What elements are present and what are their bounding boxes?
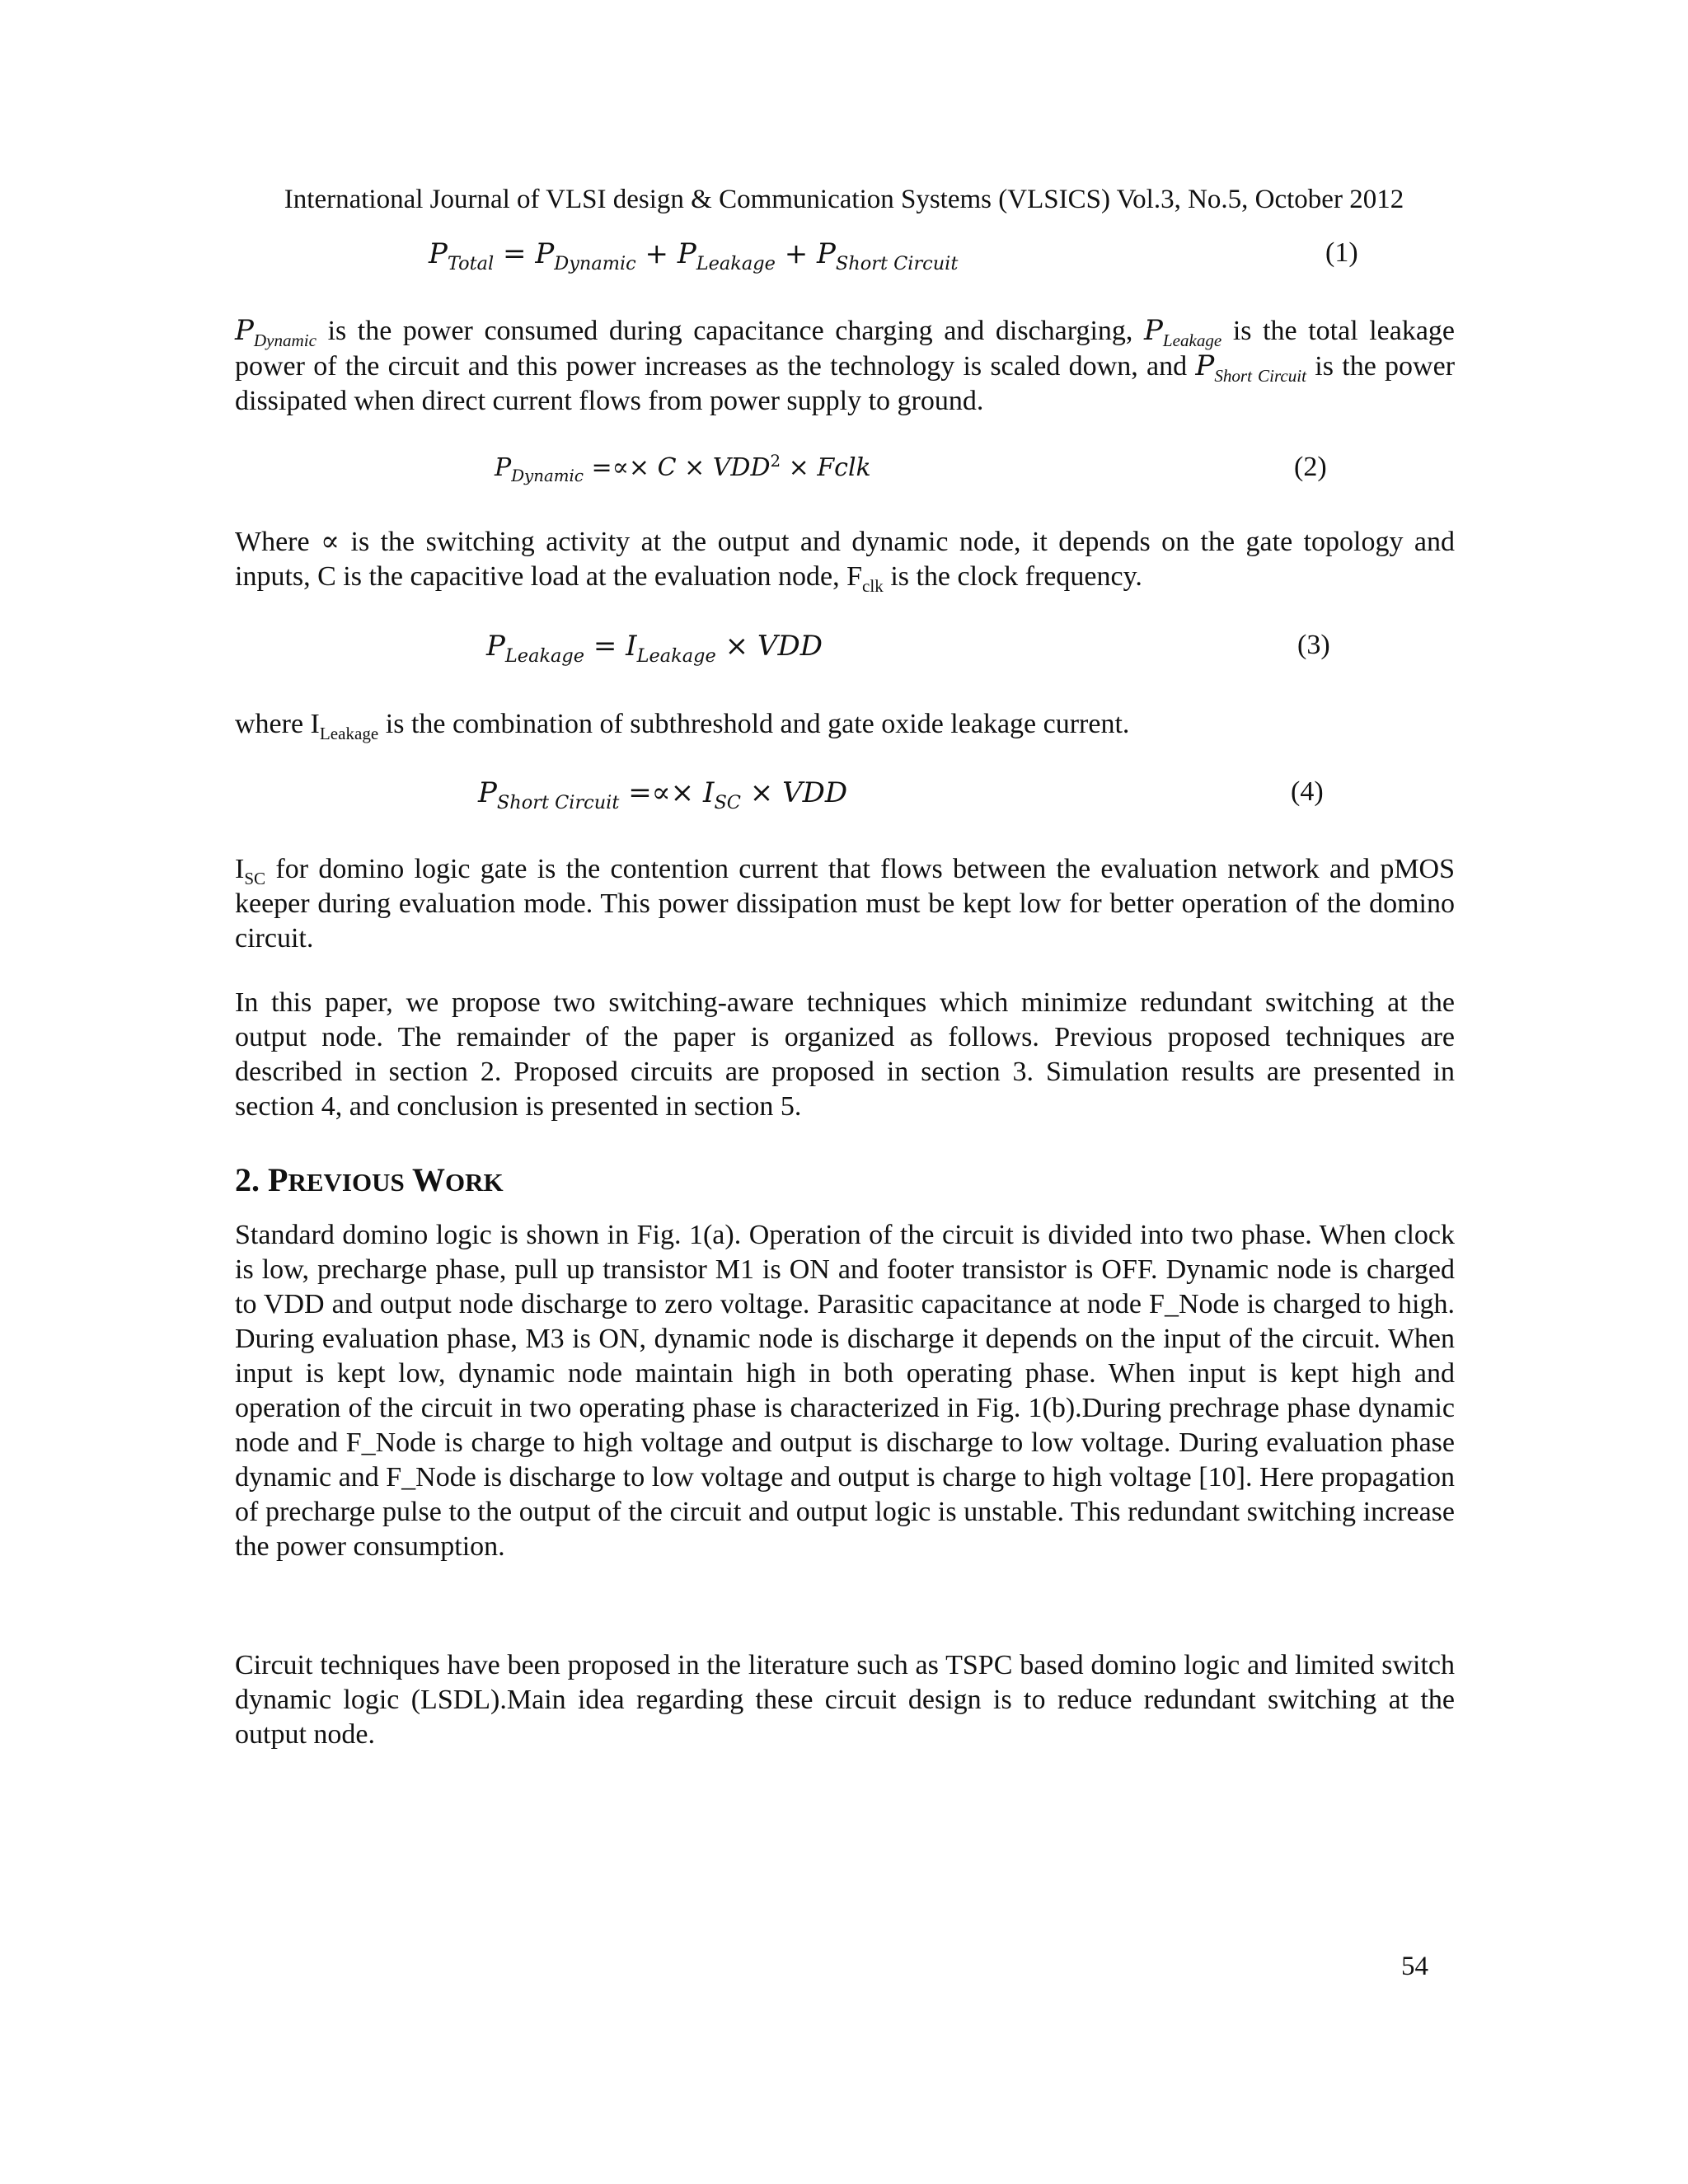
p2-text-c: is the clock frequency. <box>890 561 1142 592</box>
page-number: 54 <box>1401 1952 1428 1981</box>
journal-header: International Journal of VLSI design & Communication Systems (VLSICS) Vol.3, No.5, October 2012 <box>284 185 1404 214</box>
p3-text-a: where I <box>235 709 320 739</box>
paragraph-standard-domino: Standard domino logic is shown in Fig. 1(a). Operation of the circuit is divided into two phase. When clock is low, precharge phase, pull up transistor M1 is ON and footer transistor is OFF. Dynamic node is charged to VDD and output node discharge to zero voltage. Parasitic capacitance at node F_Node is charged to high. During evaluation phase, M3 is ON, dynamic node is discharge it depends on the input of the circuit. When input is kept low, dynamic node maintain high in both operating phase. When input is kept high and operation of the circuit in two operating phase is characterized in Fig. 1(b).During prechrage phase dynamic node and F_Node is charge to high voltage and output is discharge to low voltage. During evaluation phase dynamic and F_Node is discharge to low voltage and output is charge to high voltage [10]. Here propagation of precharge pulse to the output of the circuit and output logic is unstable. This redundant switching increase the power consumption. <box>235 1220 1455 1562</box>
equation-1-number: (1) <box>1325 237 1358 268</box>
p2-text-b: is the switching activity at the output and dynamic node, it depends on the gate topology and inputs, C is the capacitive load at the evaluation node, F <box>235 527 1456 592</box>
p1-text-b: is the total leakage power of the circuit and this power increases as the technology is scaled down, and <box>235 316 1456 382</box>
paragraph-power-definitions: $P_{Dynamic}$ is the power consumed during capacitance charging and discharging, $P_{Leakage}$ is the total leakage power of the circuit and this power increases as the technology is scaled down, and $P_{Short Circuit}$ is the power dissipated when direct current flows from power supply to ground. <box>235 314 1456 416</box>
equation-2-number: (2) <box>1294 452 1327 482</box>
paragraph-leakage-current: where $I_{Leakage}$ is the combination of subthreshold and gate oxide leakage current. <box>235 709 1130 743</box>
p3-text-b: is the combination of subthreshold and gate oxide leakage current. <box>385 709 1130 739</box>
p2-text-a: Where <box>235 527 310 557</box>
p4-text-b: for domino logic gate is the contention current that flows between the evaluation network and pMOS keeper during evaluation mode. This power dissipation must be kept low for better operation of the domino circuit. <box>235 854 1456 954</box>
equation-2-expression: $P_{Dynamic}$ =∝× $C \times VDD^2$ × Fclk <box>495 452 871 485</box>
equation-4-number: (4) <box>1291 776 1324 807</box>
paragraph-switching-activity: Where ∝ is the switching activity at the output and dynamic node, it depends on the gate topology and inputs, C is the capacitive load at the evaluation node, $F_{clk}$ is the clock frequency. <box>235 525 1456 596</box>
paragraph-contention-current: $I_{SC}$ for domino logic gate is the contention current that flows between the evaluation network and pMOS keeper during evaluation mode. This power dissipation must be kept low for better operation of the domino circuit. <box>235 854 1456 954</box>
p1-text-a: is the power consumed during capacitance charging and discharging, <box>327 316 1133 346</box>
p1-text-c: is the power dissipated when direct current flows from power supply to ground. <box>235 351 1456 416</box>
p4-text-a: I <box>235 854 245 884</box>
equation-1-expression: $P_{Total} = P_{Dynamic} + P_{Leakage} + P_{Short Circuit}$ <box>429 237 959 274</box>
equation-4-expression: $P_{Short Circuit}$ =∝× $I_{SC}$ × VDD <box>478 776 848 813</box>
paragraph-paper-outline: In this paper, we propose two switching-aware techniques which minimize redundant switching at the output node. The remainder of the paper is organized as follows. Previous proposed techniques are described in section 2. Proposed circuits are proposed in section 3. Simulation results are presented in section 4, and conclusion is presented in section 5. <box>235 987 1455 1122</box>
equation-3-number: (3) <box>1297 630 1330 660</box>
section-heading-previous-work: 2. PREVIOUS WORK <box>235 1161 504 1198</box>
paragraph-circuit-techniques: Circuit techniques have been proposed in the literature such as TSPC based domino logic and limited switch dynamic logic (LSDL).Main idea regarding these circuit design is to reduce redundant switching at the output node. <box>235 1650 1455 1750</box>
equation-3-expression: $P_{Leakage} = I_{Leakage}$ × VDD <box>486 630 823 667</box>
